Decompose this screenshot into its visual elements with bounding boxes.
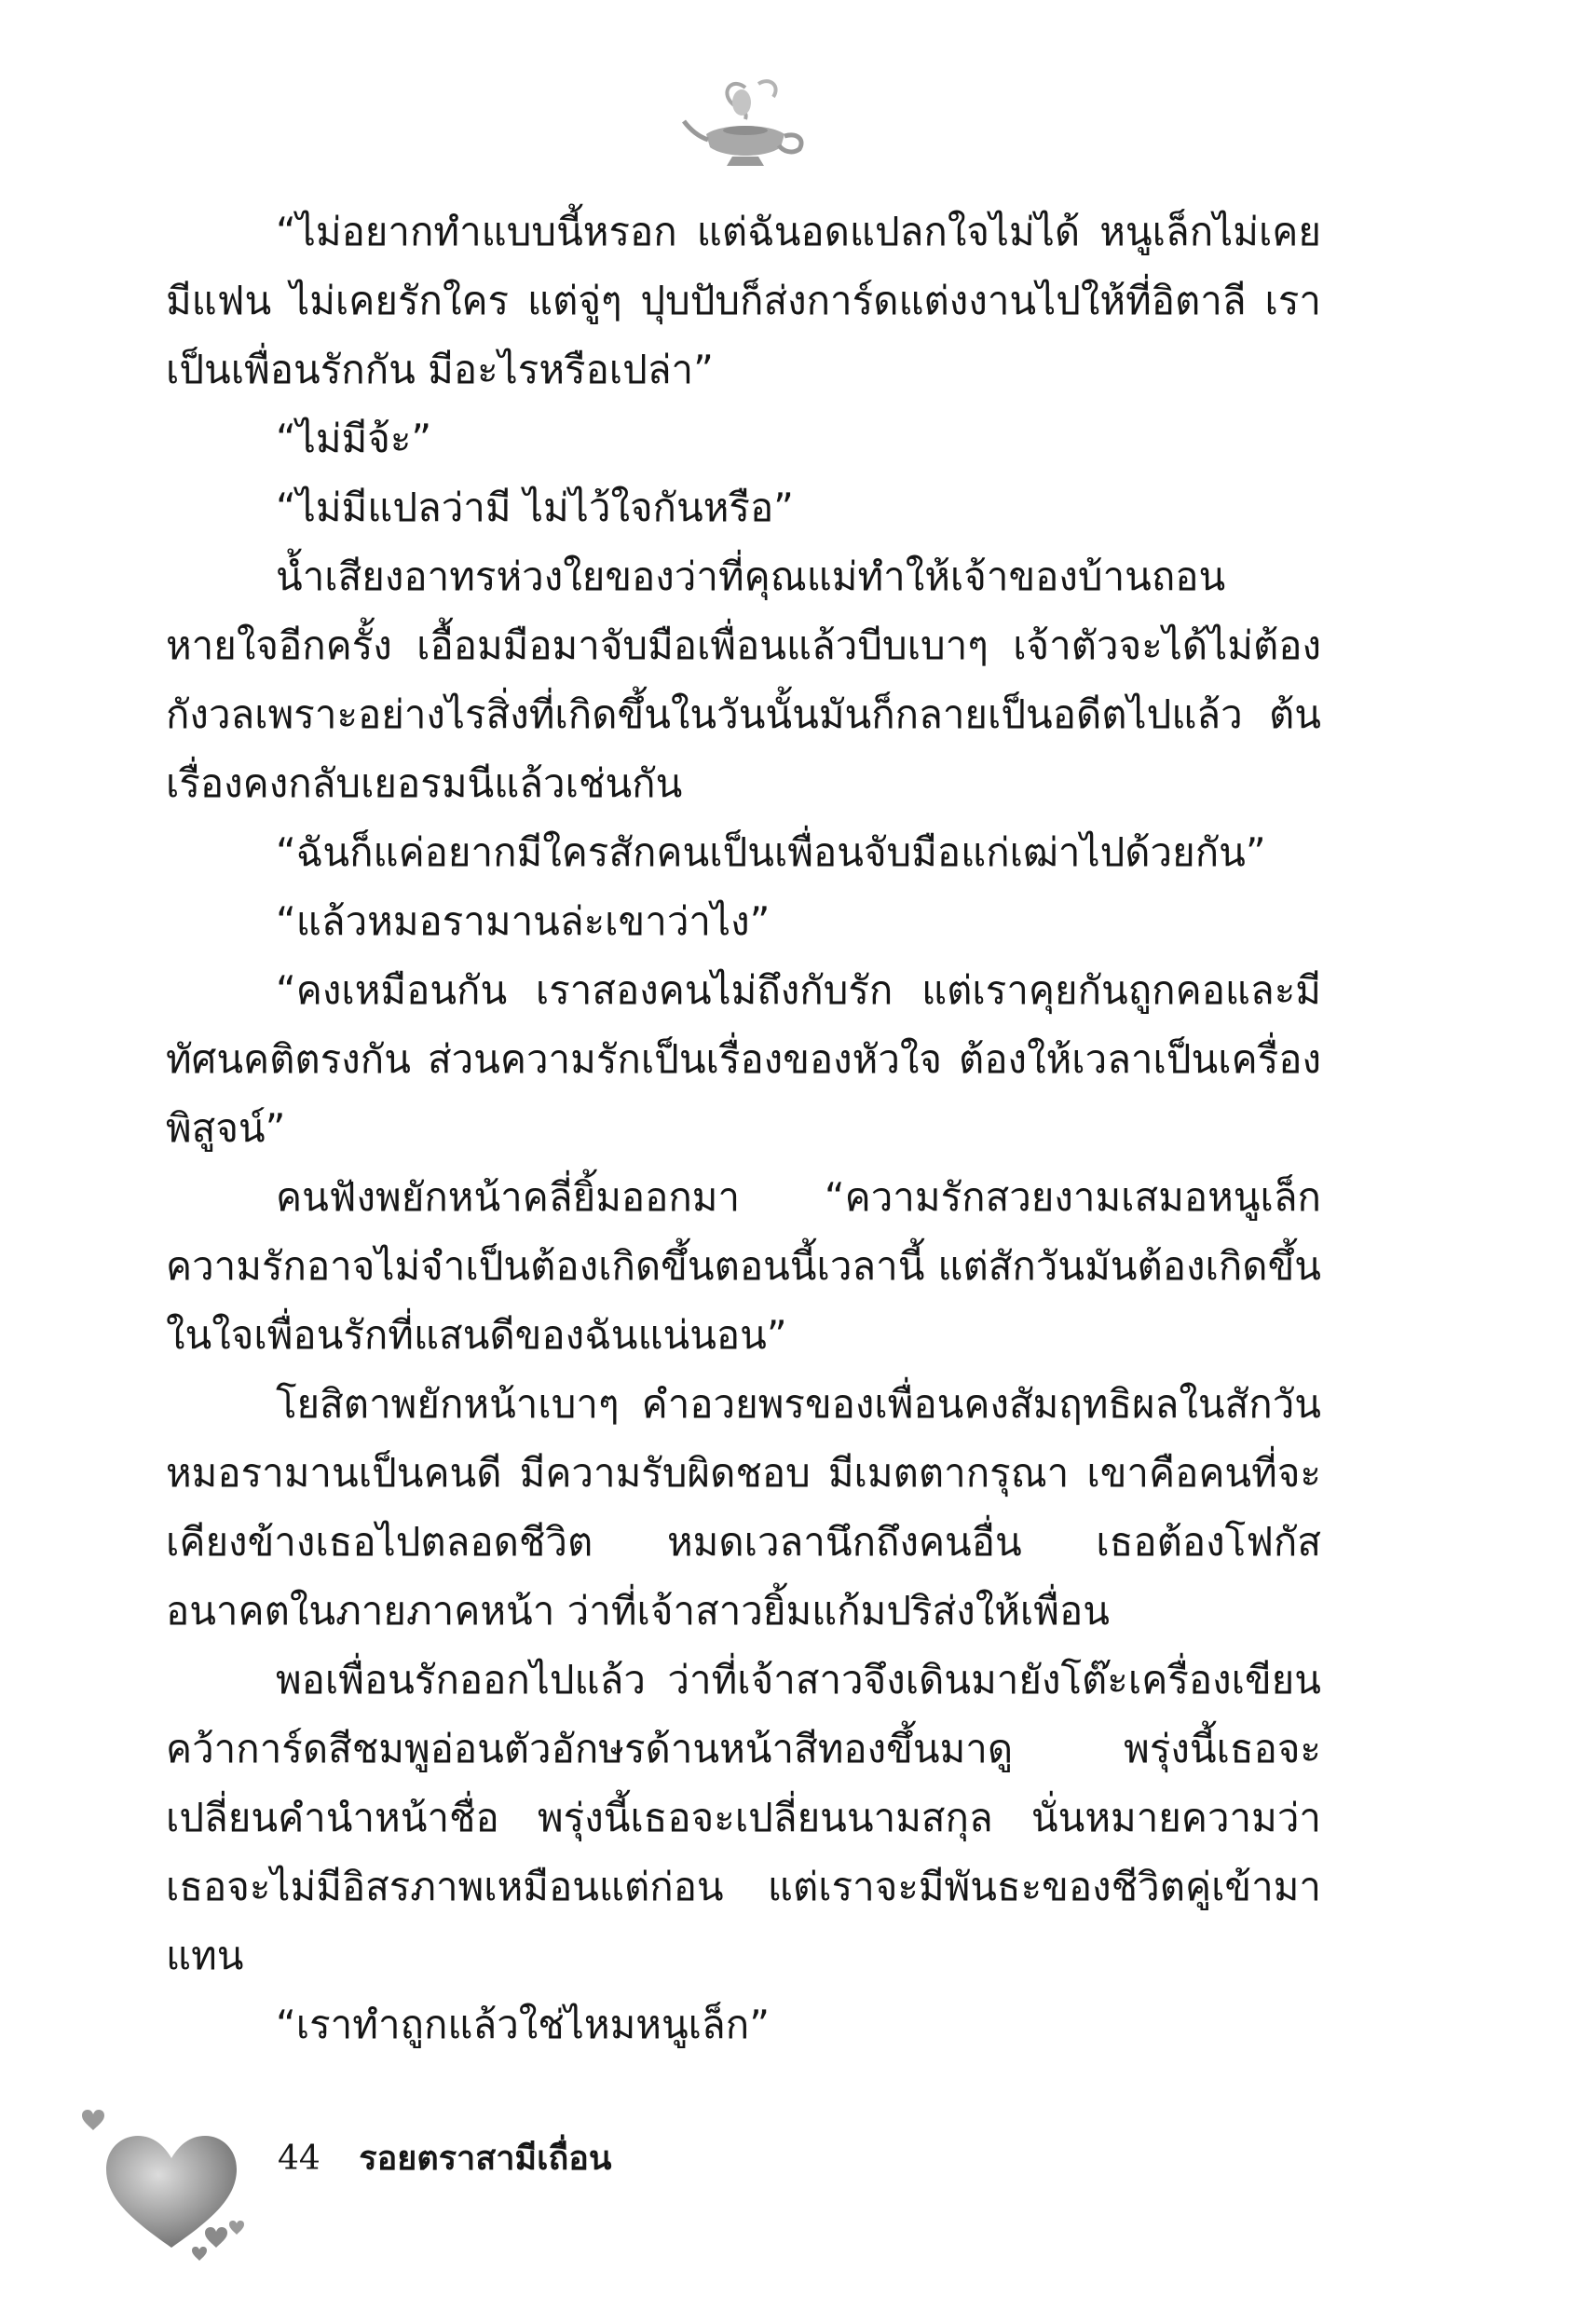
paragraph: โยสิตาพยักหน้าเบาๆ คำอวยพรของเพื่อนคงสัมฤทธิผลในสักวัน หมอรามานเป็นคนดี มีความรับผิดชอบ มีเมตตากรุณา เขาคือคนที่จะเคียงข้างเธอไปตลอดชีวิต หมดเวลานึกถึงคนอื่น เธอต้องโฟกัสอนาคตในภายภาคหน้า ว่าที่เจ้าสาวยิ้มแก้มปริส่งให้เพื่อน: [166, 1381, 1321, 1634]
body-text: [166, 198, 1321, 2059]
paragraph: “ไม่อยากทำแบบนี้หรอก แต่ฉันอดแปลกใจไม่ได้ หนูเล็กไม่เคยมีแฟน ไม่เคยรักใคร แต่จู่ๆ ปุบปับก็ส่งการ์ดแต่งงานไปให้ที่อิตาลี เราเป็นเพื่อนรักกัน มีอะไรหรือเปล่า”: [166, 209, 1321, 392]
genie-lamp-icon: [680, 75, 811, 186]
hearts-icon: [78, 2108, 255, 2266]
paragraph: น้ำเสียงอาทรห่วงใยของว่าที่คุณแม่ทำให้เจ้าของบ้านถอนหายใจอีกครั้ง เอื้อมมือมาจับมือเพื่อนแล้วบีบเบาๆ เจ้าตัวจะได้ไม่ต้องกังวลเพราะอย่างไรสิ่งที่เกิดขึ้นในวันนั้นมันก็กลายเป็นอดีตไปแล้ว ต้นเรื่องคงกลับเยอรมนีแล้วเช่นกัน: [166, 554, 1321, 806]
paragraph: พอเพื่อนรักออกไปแล้ว ว่าที่เจ้าสาวจึงเดินมายังโต๊ะเครื่องเขียน คว้าการ์ดสีชมพูอ่อนตัวอักษรด้านหน้าสีทองขึ้นมาดู พรุ่งนี้เธอจะเปลี่ยนคำนำหน้าชื่อ พรุ่งนี้เธอจะเปลี่ยนนามสกุล นั่นหมายความว่าเธอจะไม่มีอิสรภาพเหมือนแต่ก่อน แต่เราจะมีพันธะของชีวิตคู่เข้ามาแทน: [166, 1657, 1321, 1978]
paragraph: “ฉันก็แค่อยากมีใครสักคนเป็นเพื่อนจับมือแก่เฒ่าไปด้วยกัน”: [276, 829, 1266, 875]
paragraph: “แล้วหมอรามานล่ะเขาว่าไง”: [276, 898, 771, 944]
paragraph: “ไม่มีแปลว่ามี ไม่ไว้ใจกันหรือ”: [276, 485, 794, 530]
paragraph: “ไม่มีจ้ะ”: [276, 416, 432, 461]
paragraph: “เราทำถูกแล้วใช่ไหมหนูเล็ก”: [276, 2002, 770, 2047]
page-number: 44: [278, 2140, 321, 2178]
paragraph: คนฟังพยักหน้าคลี่ยิ้มออกมา “ความรักสวยงามเสมอหนูเล็ก ความรักอาจไม่จำเป็นต้องเกิดขึ้นตอนนี้เวลานี้ แต่สักวันมันต้องเกิดขึ้นในใจเพื่อนรักที่แสนดีของฉันแน่นอน”: [166, 1174, 1321, 1358]
book-title: รอยตราสามีเถื่อน: [359, 2140, 612, 2178]
page-footer: [278, 2136, 612, 2182]
paragraph: “คงเหมือนกัน เราสองคนไม่ถึงกับรัก แต่เราคุยกันถูกคอและมีทัศนคติตรงกัน ส่วนความรักเป็นเรื่องของหัวใจ ต้องให้เวลาเป็นเครื่องพิสูจน์”: [166, 967, 1321, 1151]
